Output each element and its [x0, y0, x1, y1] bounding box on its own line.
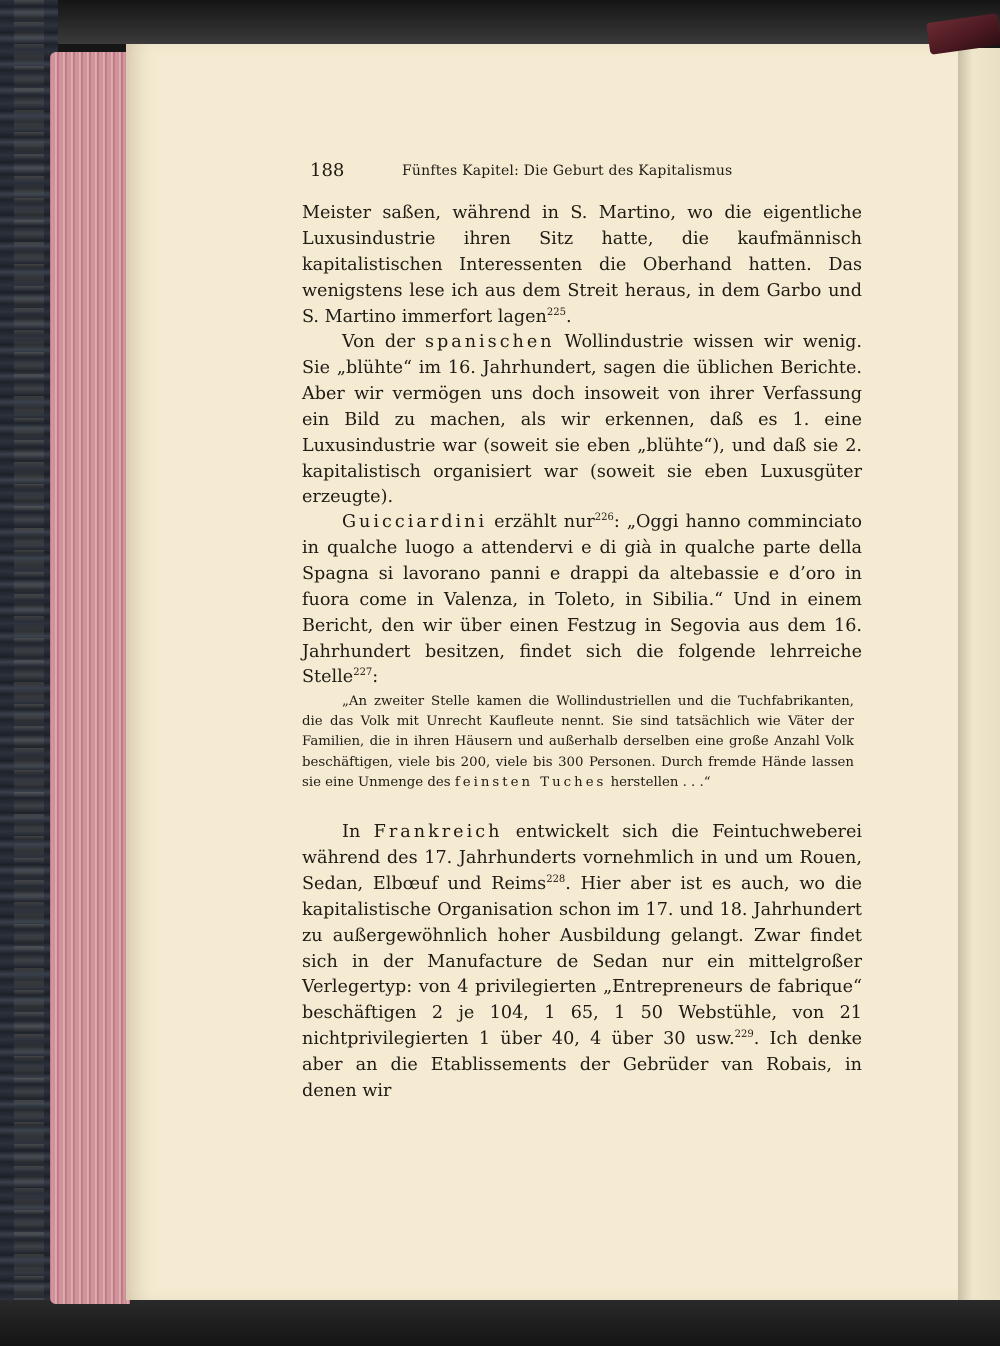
quote-text: „An zweiter Stelle kamen die Wollindustriellen und die Tuchfabrikanten, die das Volk mit Unrecht Kaufleute nennt. Sie sind tatsächlich wie Väter der Familien, die in ihren Häusern und außerhalb derselben eine große Anzahl Volk beschäftigen, viele bis 200, viele bis 300 Personen. Durch fremde Hände lassen sie eine Unmenge des [302, 694, 854, 790]
paragraph-guicciardini [302, 510, 862, 691]
paragraph-text: In [342, 822, 374, 842]
spaced-emphasis: spanischen [424, 332, 555, 352]
binding-bottom-edge [0, 1300, 1000, 1346]
paragraph-text: Von der [342, 332, 425, 352]
paragraph-text: . Hier aber ist es auch, wo die kapitalistische Organisation schon im 17. und 18. Jahrhundert zu außergewöhnlich hoher Ausbildung gelangt. Zwar findet sich in der Manufacture de Sedan nur ein mittelgroßer Verlegertyp: von 4 privilegierten „Entrepreneurs de fabrique“ beschäftigen 2 je 104, 1 65, 1 50 Webstühle, von 21 nichtprivilegierten 1 über 40, 4 über 30 usw. [302, 873, 863, 1050]
paragraph-frankreich [302, 820, 862, 1105]
footnote-ref: 228 [546, 873, 566, 885]
footnote-ref: 227 [353, 667, 373, 679]
facing-page-edge [958, 48, 1000, 1300]
footnote-ref: 229 [734, 1029, 754, 1041]
paragraph-meister [302, 201, 862, 331]
paragraph-spanish-wool [302, 330, 862, 511]
running-title: Fünftes Kapitel: Die Geburt des Kapitalismus [402, 163, 733, 179]
spaced-emphasis: feinsten Tuches [454, 774, 607, 790]
spaced-emphasis: Guicciardini [342, 512, 488, 532]
paragraph-text: : [372, 667, 379, 688]
page-number: 188 [310, 160, 345, 181]
paragraph-text: : „Oggi hanno comminciato in qualche luogo a attendervi e di già in qualche parte della Spagna si lavorano panni e drappi da altebassie e d’oro in fuora come in Valenza, in Toleto, in Sibilia.“ Und in einem Bericht, den wir über einen Festzug in Segovia aus dem 16. Jahrhundert besitzen, findet sich die folgende lehrreiche Stelle [302, 512, 863, 688]
paragraph-text: . Ich denke aber an die Etablissements der Gebrüder van Robais, in denen wir [302, 1029, 862, 1102]
quote-text: herstellen . . .“ [606, 774, 711, 790]
block-quote-segovia [302, 692, 854, 793]
paragraph-text: erzählt nur [487, 512, 595, 532]
paragraph-text: entwickelt sich die Feintuchweberei während des 17. Jahrhunderts vornehmlich in und um Rouen, Sedan, Elbœuf und Reims [302, 822, 862, 894]
paragraph-text: Wollindustrie wissen wir wenig. Sie „blühte“ im 16. Jahrhundert, sagen die üblichen Berichte. Aber wir vermögen uns doch insoweit von ihrer Verfassung ein Bild zu machen, als wir erkennen, daß es 1. eine Luxusindustrie war (soweit sie eben „blühte“), und daß sie 2. kapitalistisch organisiert war (soweit sie eben Luxusgüter erzeugte). [302, 332, 862, 508]
binding-top-edge [0, 0, 1000, 44]
paragraph-text: . [565, 306, 572, 327]
footnote-ref: 225 [546, 306, 566, 318]
running-head [310, 160, 870, 186]
footnote-ref: 226 [594, 512, 614, 524]
spaced-emphasis: Frankreich [373, 822, 503, 842]
page-edges-stack [50, 52, 130, 1304]
paragraph-text: Meister saßen, während in S. Martino, wo die eigentliche Luxusindustrie ihren Sitz hatte, die kaufmännisch kapitalistischen Interessenten die Oberhand hatten. Das wenigstens lese ich aus dem Streit heraus, in dem Garbo und S. Martino immerfort lagen [302, 203, 862, 327]
